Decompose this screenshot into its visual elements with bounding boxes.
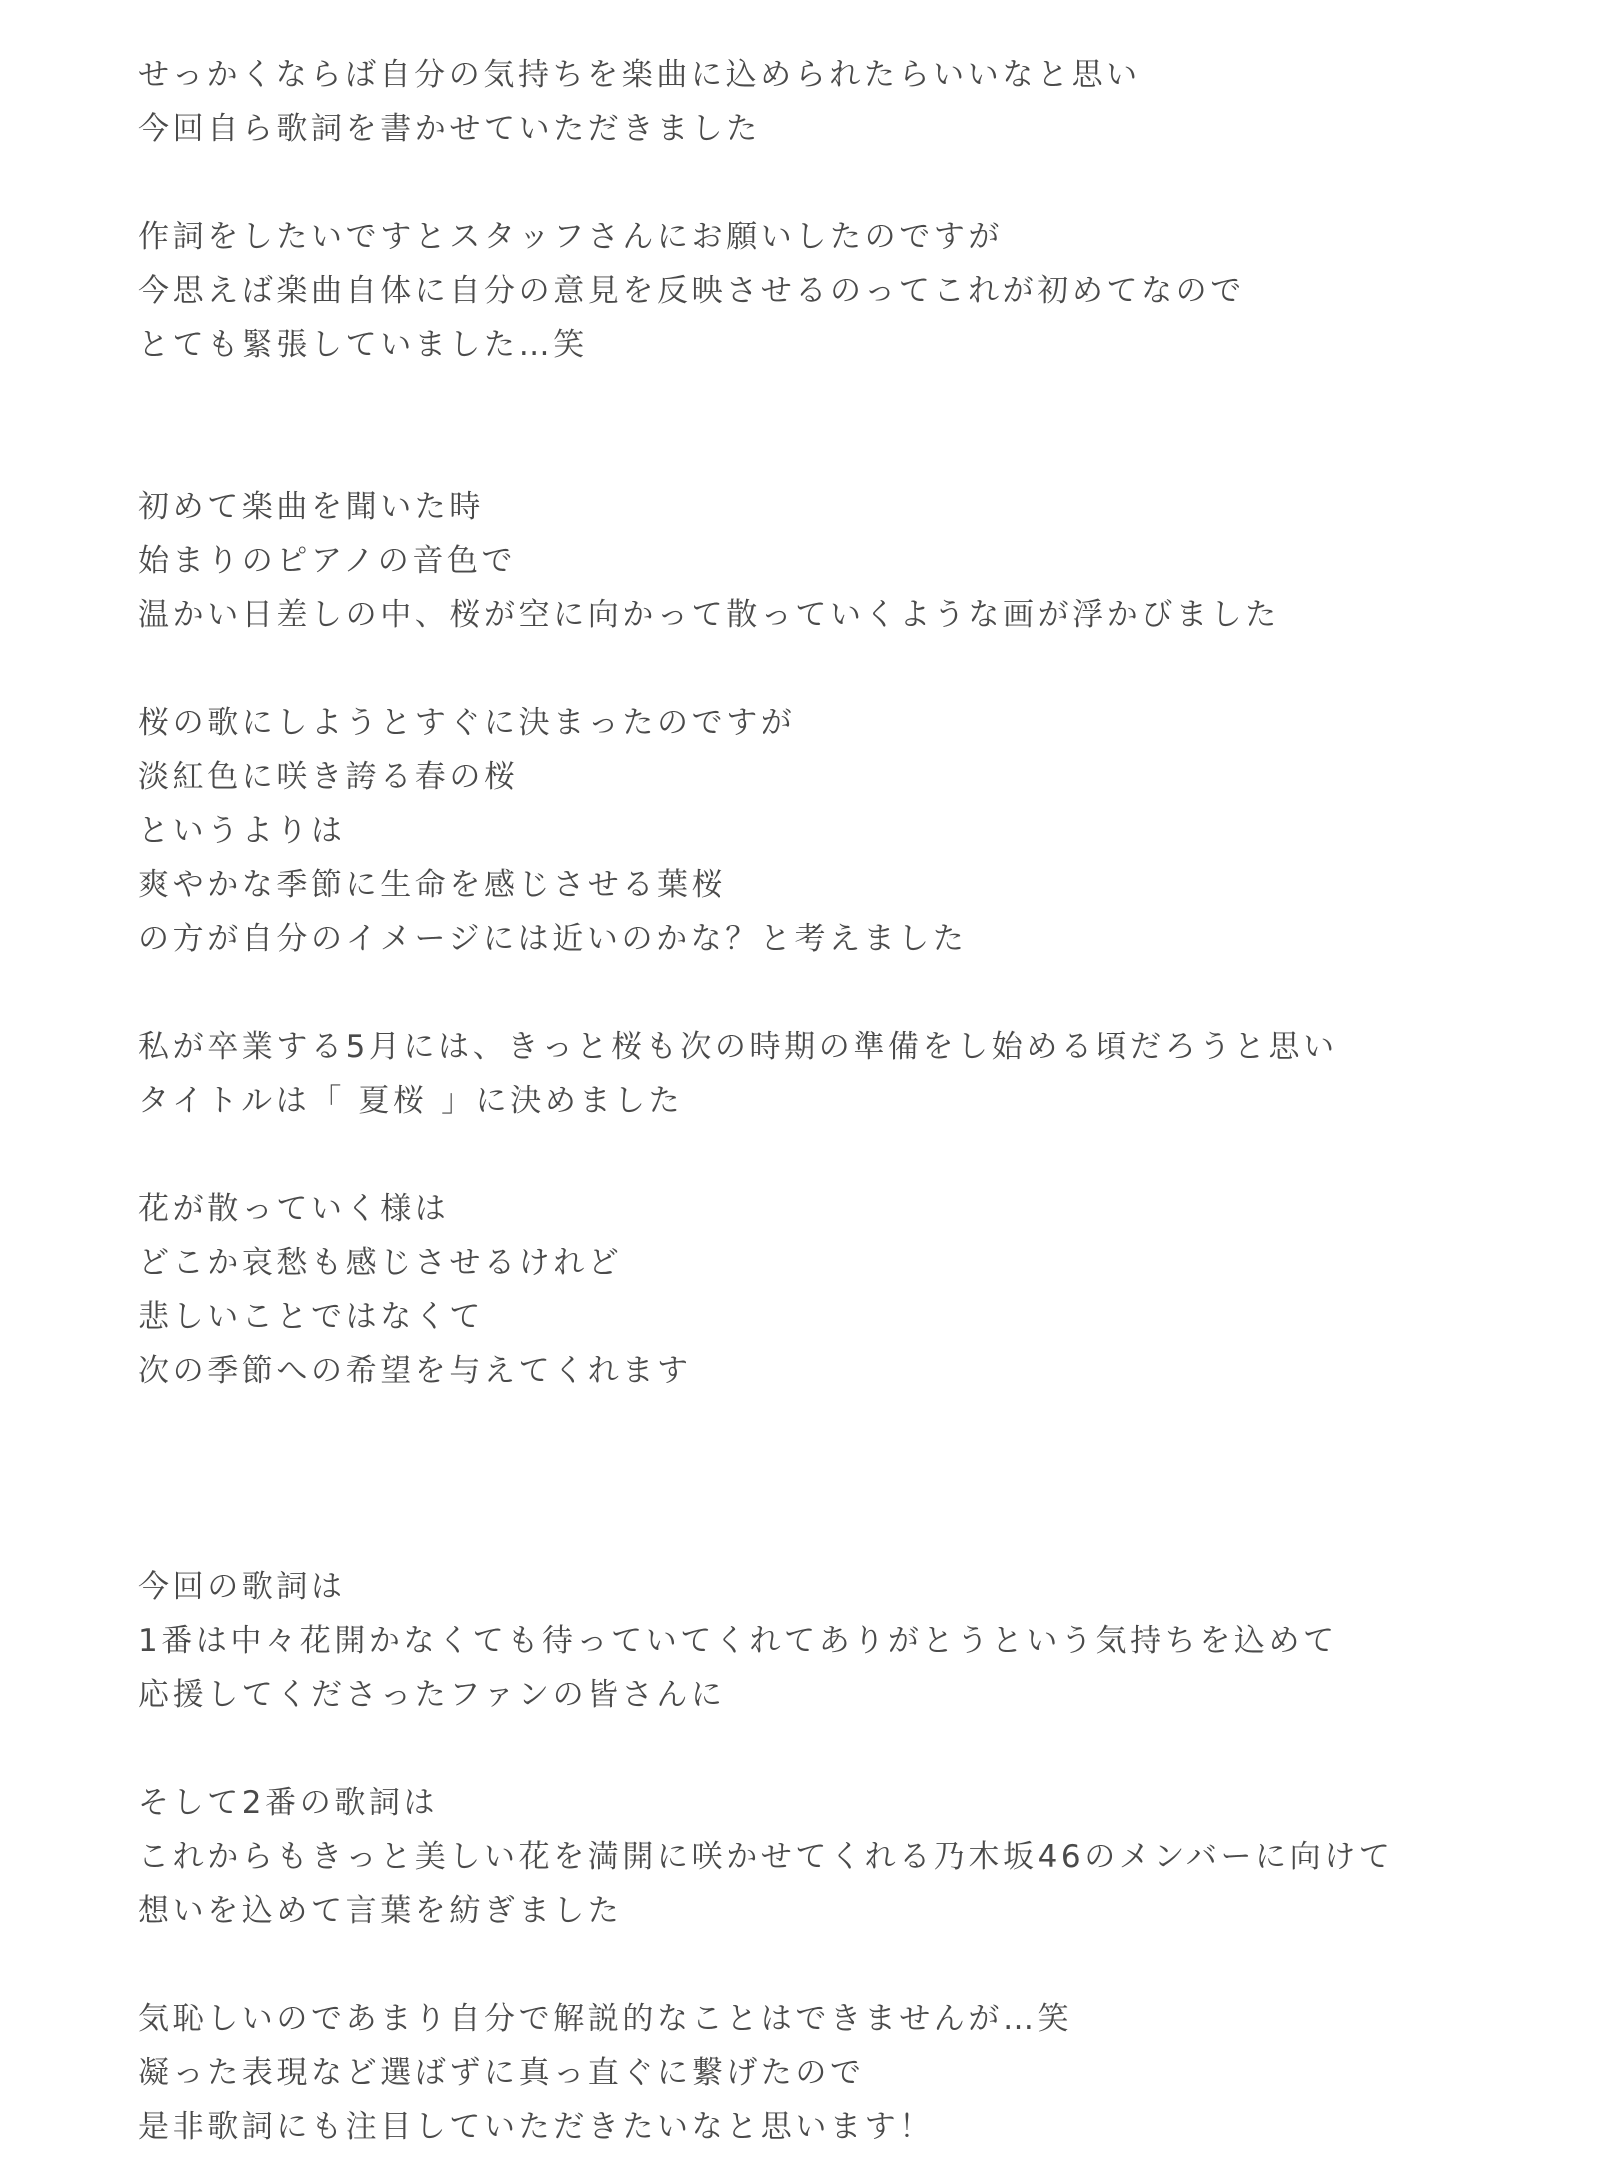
text-line: せっかくならば自分の気持ちを楽曲に込められたらいいなと思い: [138, 57, 1141, 93]
text-line: そして2番の歌詞は: [138, 1785, 439, 1821]
text-line: 悲しいことではなくて: [138, 1299, 484, 1335]
text-line: 次の季節への希望を与えてくれます: [138, 1353, 692, 1389]
text-line: 作詞をしたいですとスタッフさんにお願いしたのですが: [138, 219, 1003, 255]
text-line: 今回の歌詞は: [138, 1569, 346, 1605]
text-line: 花が散っていく様は: [138, 1191, 450, 1227]
text-line: 1番は中々花開かなくても待っていてくれてありがとうという気持ちを込めて: [138, 1623, 1338, 1659]
text-line: 私が卒業する5月には、きっと桜も次の時期の準備をし始める頃だろうと思い: [138, 1029, 1338, 1065]
text-line: 爽やかな季節に生命を感じさせる葉桜: [138, 867, 727, 903]
text-line: 初めて楽曲を聞いた時: [138, 489, 484, 525]
text-line: 想いを込めて言葉を紡ぎました: [138, 1893, 623, 1929]
text-line: 応援してくださったファンの皆さんに: [138, 1677, 726, 1713]
text-line: とても緊張していました…笑: [138, 327, 588, 363]
text-line: これからもきっと美しい花を満開に咲かせてくれる乃木坂46のメンバーに向けて: [138, 1839, 1394, 1875]
text-line: どこか哀愁も感じさせるけれど: [138, 1245, 623, 1281]
text-line: 温かい日差しの中、桜が空に向かって散っていくような画が浮かびました: [138, 597, 1280, 633]
text-line: タイトルは「 夏桜 」に決めました: [138, 1083, 684, 1119]
text-line: の方が自分のイメージには近いのかな？と考えました: [138, 921, 968, 957]
text-line: 今回自ら歌詞を書かせていただきました: [138, 111, 761, 147]
text-line: 今思えば楽曲自体に自分の意見を反映させるのってこれが初めてなので: [138, 273, 1245, 309]
text-line: 淡紅色に咲き誇る春の桜: [138, 759, 519, 795]
text-line: 凝った表現など選ばずに真っ直ぐに繋げたので: [138, 2055, 865, 2091]
text-line: 始まりのピアノの音色で: [138, 543, 517, 579]
text-line: 是非歌詞にも注目していただきたいなと思います！: [138, 2109, 934, 2145]
text-line: 気恥しいのであまり自分で解説的なことはできませんが…笑: [138, 2001, 1073, 2037]
text-line: 桜の歌にしようとすぐに決まったのですが: [138, 705, 796, 741]
text-line: というよりは: [138, 813, 346, 849]
